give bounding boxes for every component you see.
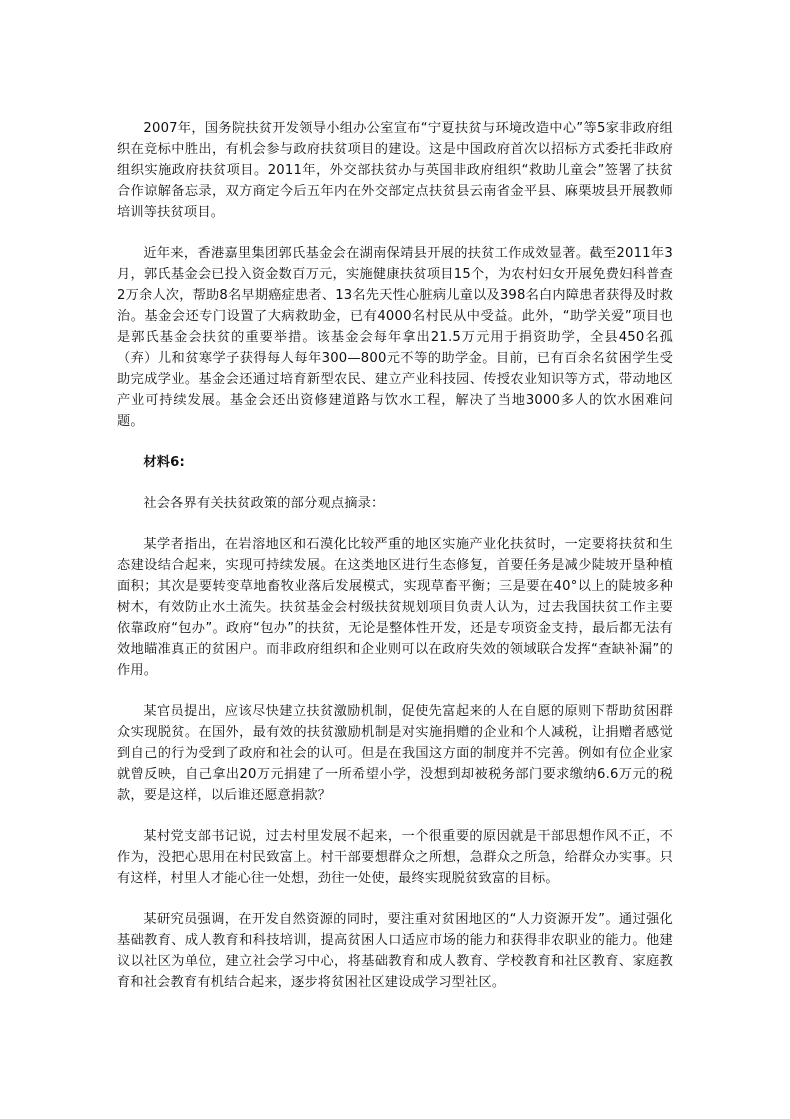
paragraph-kerry-foundation: 近年来，香港嘉里集团郭氏基金会在湖南保靖县开展的扶贫工作成效显著。截至2011年3月，郭氏基金会已投入资金数百万元，实施健康扶贫项目15个，为农村妇女开展免费妇科普查2万余人次，帮助8名早期癌症患者、13名先天性心脏病儿童以及398名白内障患者获得及时救治。基金会还专门设置了大病救助金，已有4000名村民从中受益。此外，“助学关爱”项目也是郭氏基金会扶贫的重要举措。该基金会每年拿出21.5万元用于捐资助学，全县450名孤（弃）儿和贫寒学子获得每人每年300—800元不等的助学金。目前，已有百余名贫困学生受助完成学业。基金会还通过培育新型农民、建立产业科技园、传授农业知识等方式，带动地区产业可持续发展。基金会还出资修建道路与饮水工程，解决了当地3000多人的饮水困难问题。 — [117, 246, 673, 429]
paragraph-scholar-view: 某学者指出，在岩溶地区和石漠化比较严重的地区实施产业化扶贫时，一定要将扶贫和生态建设结合起来，实现可持续发展。在这类地区进行生态修复，首要任务是减少陡坡开垦种植面积；其次是要转变草地畜牧业落后发展模式，实现草畜平衡；三是要在40°以上的陡坡多种树木，有效防止水土流失。扶贫基金会村级扶贫规划项目负责人认为，过去我国扶贫工作主要依靠政府“包办”。政府“包办”的扶贫，无论是整体性开发，还是专项资金支持，最后都无法有效地瞄准真正的贫困户。而非政府组织和企业则可以在政府失效的领域联合发挥“查缺补漏”的作用。 — [117, 537, 673, 678]
paragraph-researcher-view: 某研究员强调，在开发自然资源的同时，要注重对贫困地区的“人力资源开发”。通过强化基础教育、成人教育和科技培训，提高贫困人口适应市场的能力和获得非农职业的能力。他建议以社区为单位，建立社会学习中心，将基础教育和成人教育、学校教育和社区教育、家庭教育和社会教育有机结合起来，逐步将贫困社区建设成学习型社区。 — [117, 912, 673, 990]
paragraph-village-secretary-view: 某村党支部书记说，过去村里发展不起来，一个很重要的原因就是干部思想作风不正，不作为，没把心思用在村民致富上。村干部要想群众之所想，急群众之所急，给群众办实事。只有这样，村里人才能心往一处想，劲往一处使，最终实现脱贫致富的目标。 — [117, 829, 673, 886]
paragraph-views-intro: 社会各界有关扶贫政策的部分观点摘录： — [143, 496, 385, 511]
material-6-heading: 材料6: — [143, 455, 186, 470]
paragraph-ngo-bidding: 2007年，国务院扶贫开发领导小组办公室宣布“宁夏扶贫与环境改造中心”等5家非政府组织在竞标中胜出，有机会参与政府扶贫项目的建设。这是中国政府首次以招标方式委托非政府组织实施政府扶贫项目。2011年，外交部扶贫办与英国非政府组织“救助儿童会”签署了扶贫合作谅解备忘录，双方商定今后五年内在外交部定点扶贫县云南省金平县、麻栗坡县开展教师培训等扶贫项目。 — [117, 121, 673, 220]
document-page — [117, 118, 673, 1013]
paragraph-official-view: 某官员提出，应该尽快建立扶贫激励机制，促使先富起来的人在自愿的原则下帮助贫困群众实现脱贫。在国外，最有效的扶贫激励机制是对实施捐赠的企业和个人减税，让捐赠者感觉到自己的行为受到了政府和社会的认可。但是在我国这方面的制度并不完善。例如有位企业家就曾反映，自己拿出20万元捐建了一所希望小学，没想到却被税务部门要求缴纳6.6万元的税款，要是这样，以后谁还愿意捐款？ — [117, 704, 673, 803]
